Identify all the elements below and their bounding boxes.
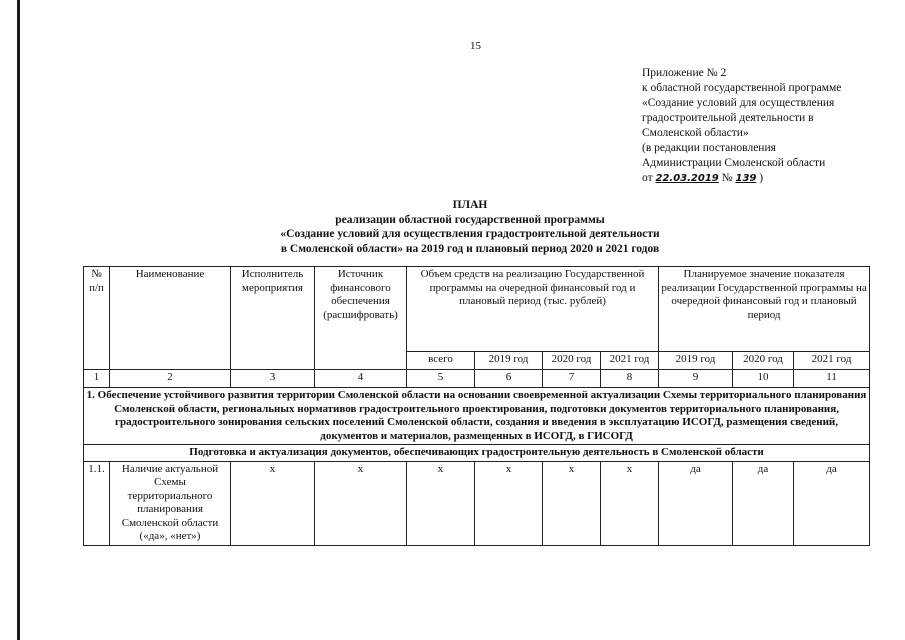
header-indicator-group: Планируемое значение показателя реализации Государственной программы на очередной финансовый год и плановый период [659, 267, 870, 352]
column-number-row [84, 370, 870, 388]
subheader-cell: 2020 год [733, 352, 794, 370]
table-row [84, 461, 870, 545]
row-value: х [231, 461, 315, 545]
row-value: да [733, 461, 794, 545]
handwritten-date: 22.03.2019 [655, 173, 719, 184]
header-name: Наименование [110, 267, 231, 370]
subheader-cell: 2019 год [475, 352, 543, 370]
row-value: х [543, 461, 601, 545]
row-value: х [315, 461, 407, 545]
row-name: Наличие актуальной Схемы территориального планирования Смоленской области («да», «нет») [110, 461, 231, 545]
plan-title-line: «Создание условий для осуществления градостроительной деятельности [280, 228, 660, 240]
subsection-title: Подготовка и актуализация документов, обеспечивающих градостроительную деятельность в Смоленской области [84, 445, 870, 462]
number-prefix: № [721, 172, 733, 184]
column-number-cell: 11 [794, 370, 870, 388]
column-number-cell: 10 [733, 370, 794, 388]
column-number-cell: 4 [315, 370, 407, 388]
subheader-cell: всего [407, 352, 475, 370]
appendix-line: Смоленской области» [642, 127, 749, 139]
row-value: да [659, 461, 733, 545]
row-value: да [794, 461, 870, 545]
subheader-cell: 2019 год [659, 352, 733, 370]
header-row [84, 267, 870, 352]
closing-paren: ) [759, 172, 764, 184]
row-value: х [601, 461, 659, 545]
column-number-cell: 2 [110, 370, 231, 388]
row-num: 1.1. [84, 461, 110, 545]
column-number-cell: 3 [231, 370, 315, 388]
page-number: 15 [470, 40, 481, 52]
appendix-block [642, 66, 892, 186]
row-value: х [475, 461, 543, 545]
column-number-cell: 8 [601, 370, 659, 388]
plan-heading: ПЛАН [452, 199, 488, 211]
header-funding-group: Объем средств на реализацию Государственной программы на очередной финансовый год и плановый период (тыс. рублей) [407, 267, 659, 352]
appendix-line: Администрации Смоленской области [642, 157, 826, 169]
scan-edge-line [17, 0, 20, 640]
plan-title-line: в Смоленской области» на 2019 год и плановый период 2020 и 2021 годов [280, 242, 660, 255]
header-executor: Исполнитель мероприятия [231, 267, 315, 370]
plan-table [83, 266, 870, 546]
column-number-cell: 1 [84, 370, 110, 388]
subheader-cell: 2020 год [543, 352, 601, 370]
date-prefix: от [642, 172, 653, 184]
subheader-cell: 2021 год [601, 352, 659, 370]
column-number-cell: 9 [659, 370, 733, 388]
column-number-cell: 6 [475, 370, 543, 388]
appendix-line: «Создание условий для осуществления [642, 97, 835, 109]
column-number-cell: 7 [543, 370, 601, 388]
section-title: 1. Обеспечение устойчивого развития территории Смоленской области на основании своевременной актуализации Схемы территориального планирования Смоленской области, региональных нормативов градостроительного проектирования, подготовки документов территориального планирования, градостроительного зонирования сельских поселений Смоленской области, создания и введения в эксплуатацию ИСОГД, размещения сведений, документов и материалов, размещенных в ИСОГД, в ГИСОГД [84, 388, 870, 445]
plan-title [180, 198, 760, 256]
appendix-date-line [642, 171, 892, 186]
column-number-cell: 5 [407, 370, 475, 388]
row-value: х [407, 461, 475, 545]
appendix-line: Приложение № 2 [642, 67, 727, 79]
appendix-line: градостроительной деятельности в [642, 112, 814, 124]
subheader-cell: 2021 год [794, 352, 870, 370]
appendix-line: (в редакции постановления [642, 142, 776, 154]
handwritten-number: 139 [735, 173, 757, 184]
header-num: № п/п [84, 267, 110, 370]
plan-title-line: реализации областной государственной программы [335, 213, 605, 226]
subsection-row [84, 445, 870, 462]
section-row [84, 388, 870, 445]
appendix-line: к областной государственной программе [642, 82, 842, 94]
header-source: Источник финансового обеспечения (расшифровать) [315, 267, 407, 370]
